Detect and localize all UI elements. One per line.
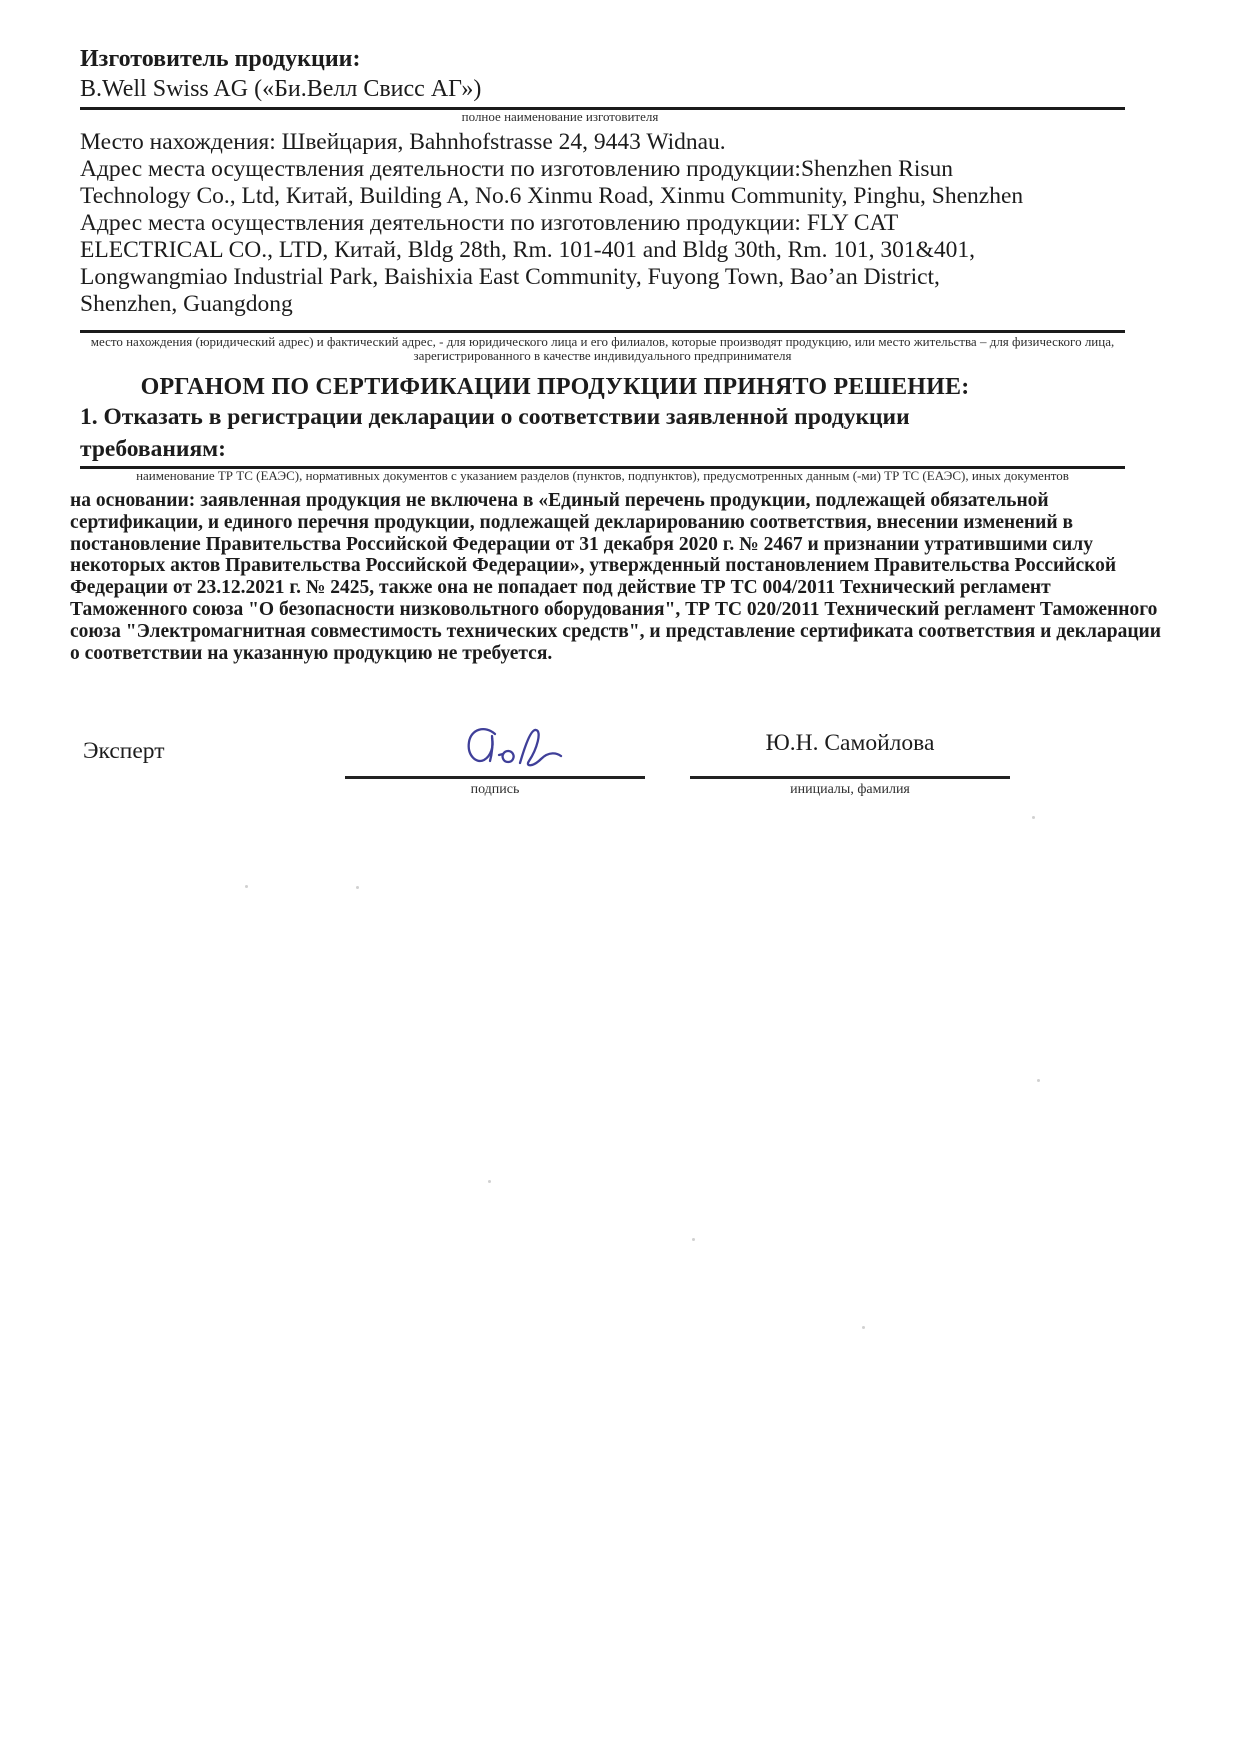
scan-speck bbox=[488, 1180, 491, 1183]
expert-role-label: Эксперт bbox=[83, 738, 165, 765]
handwritten-signature bbox=[465, 724, 565, 774]
manufacturer-section-label: Изготовитель продукции: bbox=[80, 46, 361, 72]
signature-line bbox=[345, 776, 645, 779]
divider-rule bbox=[80, 330, 1125, 333]
scan-speck bbox=[1037, 1079, 1040, 1082]
manufacturing-address-line-2: Адрес места осуществления деятельности по изготовлению продукции: FLY CAT ELECTRICAL CO., LTD, Китай, Bldg 28th, Rm. 101-401 and Bldg 30th, Rm. 101, 301&401, Longwangmiao Industrial Park, Baishixia East Community, Fuyong Town, Bao’an District, Shenzhen, Guangdong bbox=[80, 210, 975, 317]
scan-speck bbox=[692, 1238, 695, 1241]
name-line-caption: инициалы, фамилия bbox=[790, 782, 910, 798]
document-content bbox=[70, 44, 1162, 820]
location-block bbox=[80, 129, 1030, 318]
scan-speck bbox=[356, 886, 359, 889]
scan-speck bbox=[245, 885, 248, 888]
expert-name: Ю.Н. Самойлова bbox=[765, 730, 935, 757]
decision-heading: ОРГАНОМ ПО СЕРТИФИКАЦИИ ПРОДУКЦИИ ПРИНЯТО РЕШЕНИЕ: bbox=[140, 374, 970, 400]
scan-speck bbox=[1032, 816, 1035, 819]
manufacturer-field-caption: полное наименование изготовителя bbox=[461, 109, 659, 124]
scan-speck bbox=[862, 1326, 865, 1329]
manufacturer-name: B.Well Swiss AG («Би.Велл Свисс АГ») bbox=[80, 76, 482, 102]
signature-row bbox=[80, 710, 1125, 820]
decision-field-caption: наименование ТР ТС (ЕАЭС), нормативных документов с указанием разделов (пунктов, подпунктов), предусмотренных данным (-ми) ТР ТС (ЕАЭС), иных документов bbox=[136, 468, 1069, 483]
manufacturing-address-line-1: Адрес места осуществления деятельности по изготовлению продукции:Shenzhen Risun Technology Co., Ltd, Китай, Building A, No.6 Xinmu Road, Xinmu Community, Pinghu, Shenzhen bbox=[80, 156, 1024, 209]
decision-item-1: 1. Отказать в регистрации декларации о соответствии заявленной продукции требованиям: bbox=[80, 404, 910, 462]
location-line: Место нахождения: Швейцария, Bahnhofstrasse 24, 9443 Widnau. bbox=[80, 129, 726, 155]
name-line bbox=[690, 776, 1010, 779]
signature-line-caption: подпись bbox=[470, 782, 520, 798]
decision-basis-paragraph: на основании: заявленная продукция не включена в «Единый перечень продукции, подлежащей обязательной сертификации, и единого перечня продукции, подлежащей декларированию соответствия, внесении изменений в постановление Правительства Российской Федерации от 31 декабря 2020 г. № 2467 и признании утратившими силу некоторых актов Правительства Российской Федерации», утвержденный постановлением Правительства Российской Федерации от 23.12.2021 г. № 2425, также она не попадает под действие ТР ТС 004/2011 Технический регламент Таможенного союза "О безопасности низковольтного оборудования", ТР ТС 020/2011 Технический регламент Таможенного союза "Электромагнитная совместимость технических средств", и представление сертификата соответствия и декларации о соответствии на указанную продукцию не требуется. bbox=[70, 490, 1162, 664]
location-field-caption: место нахождения (юридический адрес) и фактический адрес, - для юридического лица и его филиалов, которые производят продукцию, или место жительства – для физического лица, зарегистрированного в качестве индивидуального предпринимателя bbox=[90, 334, 1115, 363]
